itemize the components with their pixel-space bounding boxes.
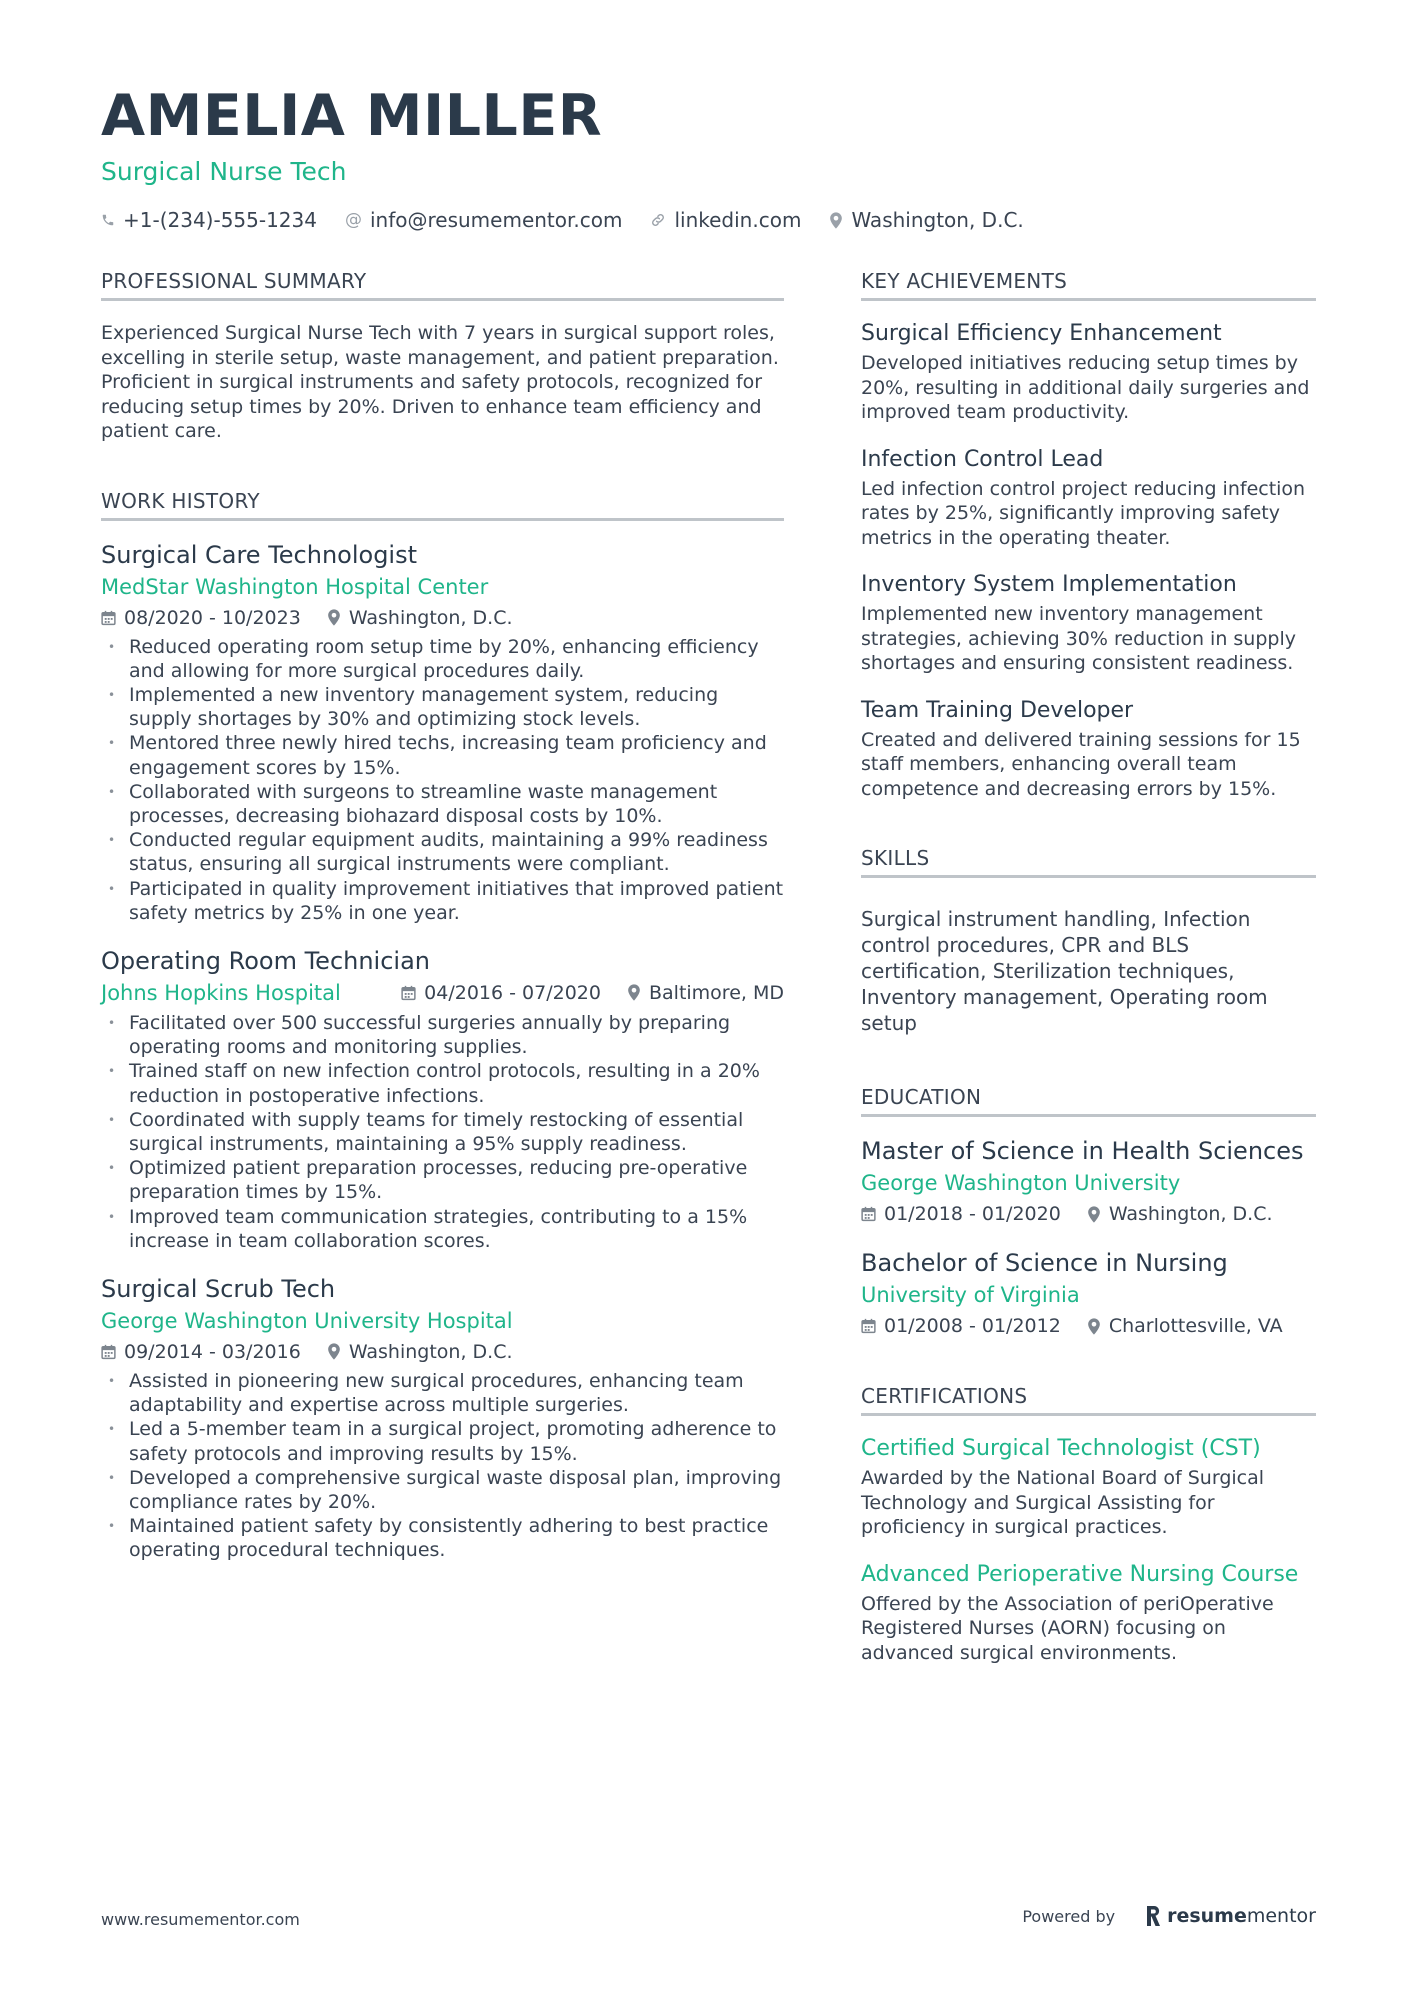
skills-heading: SKILLS [861,845,1316,878]
certification-item [861,1560,1316,1666]
location-pin-icon [327,1343,341,1360]
job-bullets [101,1011,784,1253]
education-item [861,1135,1316,1227]
brand-light: mentor [1246,1905,1316,1927]
job-entry [101,1273,784,1563]
achievement-item [861,445,1316,551]
certification-item [861,1434,1316,1540]
achievement-item [861,696,1316,802]
resumementor-logo-icon [1145,1906,1161,1926]
job-location-text: Baltimore, MD [648,981,784,1004]
calendar-icon [861,1206,876,1222]
education-location-text: Washington, D.C. [1108,1203,1273,1225]
list-item: • Assisted in pioneering new surgical procedures, enhancing team adaptability and expertise across multiple surgeries. [101,1369,784,1417]
achievement-desc: Led infection control project reducing infection rates by 25%, significantly improving safety metrics in the operating theater. [861,477,1306,549]
achievements-heading: KEY ACHIEVEMENTS [861,268,1316,301]
email-text[interactable]: info@resumementor.com [369,208,623,232]
list-item: • Led a 5-member team in a surgical project, promoting adherence to safety protocols and improving results by 15%. [101,1417,784,1465]
certification-desc: Offered by the Association of periOperative Registered Nurses (AORN) focusing on advanced surgical environments. [861,1592,1274,1664]
job-dates-text: 09/2014 - 03/2016 [124,1340,301,1363]
degree-title: Bachelor of Science in Nursing [861,1249,1228,1277]
calendar-icon [861,1318,876,1334]
list-item: • Coordinated with supply teams for timely restocking of essential surgical instruments, maintaining a 95% supply readiness. [101,1108,784,1156]
location-pin-icon [829,212,843,229]
list-item: • Conducted regular equipment audits, maintaining a 99% readiness status, ensuring all surgical instruments were compliant. [101,828,784,876]
job-dates [101,1339,301,1365]
location-text: Washington, D.C. [851,208,1024,232]
at-icon: @ [344,210,362,230]
location-pin-icon [1087,1318,1101,1335]
job-location-text: Washington, D.C. [348,606,513,629]
achievement-item [861,570,1316,676]
contact-phone [101,208,317,232]
job-bullets [101,635,784,925]
education-heading: EDUCATION [861,1084,1316,1117]
education-location-text: Charlottesville, VA [1108,1315,1283,1337]
job-dates [401,980,601,1006]
education-location [1087,1313,1283,1339]
job-location [627,980,784,1006]
candidate-name: AMELIA MILLER [101,83,603,149]
list-item: • Improved team communication strategies, contributing to a 15% increase in team collaboration scores. [101,1205,784,1253]
list-item: • Trained staff on new infection control protocols, resulting in a 20% reduction in postoperative infections. [101,1059,784,1107]
list-item: • Facilitated over 500 successful surgeries annually by preparing operating rooms and monitoring supplies. [101,1011,784,1059]
achievement-desc: Created and delivered training sessions for 15 staff members, enhancing overall team competence and decreasing errors by 15%. [861,728,1301,800]
link-icon [650,212,666,228]
list-item: • Mentored three newly hired techs, increasing team proficiency and engagement scores by 15%. [101,731,784,779]
education-dates-text: 01/2018 - 01/2020 [884,1203,1061,1225]
calendar-icon [101,610,116,626]
contact-location [829,208,1023,232]
education-dates-text: 01/2008 - 01/2012 [884,1315,1061,1337]
right-column [861,268,1316,1665]
achievement-item [861,319,1316,425]
contact-email [345,208,622,232]
job-dates-text: 04/2016 - 07/2020 [424,981,601,1004]
education-item [861,1247,1316,1339]
school-name: University of Virginia [861,1283,1080,1307]
location-pin-icon [327,609,341,626]
summary-heading: PROFESSIONAL SUMMARY [101,268,784,301]
list-item: • Implemented a new inventory management system, reducing supply shortages by 30% and optimizing stock levels. [101,683,784,731]
job-entry [101,945,784,1253]
summary-text: Experienced Surgical Nurse Tech with 7 years in surgical support roles, excelling in sterile setup, waste management, and patient preparation. Proficient in surgical instruments and safety protocols, recognized for reducing setup times by 20%. Driven to enhance team efficiency and patient care. [101,322,779,442]
education-meta [861,1313,1316,1339]
employer-name: George Washington University Hospital [101,1308,513,1333]
degree-title: Master of Science in Health Sciences [861,1137,1304,1165]
list-item: • Optimized patient preparation processes, reducing pre-operative preparation times by 15%. [101,1156,784,1204]
job-bullets [101,1369,784,1563]
left-column [101,268,784,1563]
job-location-text: Washington, D.C. [348,1340,513,1363]
certification-title: Advanced Perioperative Nursing Course [861,1561,1299,1587]
brand-logo[interactable] [1145,1905,1316,1927]
contact-linkedin [650,208,801,232]
employer-name: MedStar Washington Hospital Center [101,574,489,599]
calendar-icon [101,1344,116,1360]
job-title: Surgical Scrub Tech [101,1274,336,1303]
list-item: • Collaborated with surgeons to streamline waste management processes, decreasing biohazard disposal costs by 10%. [101,780,784,828]
work-history-heading: WORK HISTORY [101,488,784,521]
powered-by-label: Powered by [1022,1906,1116,1926]
achievement-title: Team Training Developer [861,697,1134,723]
education-dates [861,1201,1061,1227]
achievement-desc: Developed initiatives reducing setup times by 20%, resulting in additional daily surgeries and improved team productivity. [861,352,1310,423]
resume-header [101,84,1321,232]
candidate-title: Surgical Nurse Tech [101,157,347,186]
location-pin-icon [1087,1206,1101,1223]
footer-website[interactable]: www.resumementor.com [101,1910,300,1929]
certification-desc: Awarded by the National Board of Surgical Technology and Surgical Assisting for proficiency in surgical practices. [861,1467,1265,1538]
list-item: • Reduced operating room setup time by 20%, enhancing efficiency and allowing for more surgical procedures daily. [101,635,784,683]
job-entry [101,539,784,925]
achievement-desc: Implemented new inventory management strategies, achieving 30% reduction in supply shortages and ensuring consistent readiness. [861,603,1296,674]
school-name: George Washington University [861,1171,1181,1195]
education-dates [861,1313,1061,1339]
job-title: Surgical Care Technologist [101,540,418,569]
employer-name: Johns Hopkins Hospital [101,980,341,1005]
footer-powered [1022,1905,1316,1927]
list-item: • Maintained patient safety by consistently adhering to best practice operating procedural techniques. [101,1514,784,1562]
job-location [327,605,513,631]
job-dates [101,605,301,631]
contact-bar [101,208,1321,232]
job-title: Operating Room Technician [101,946,431,975]
list-item: • Developed a comprehensive surgical waste disposal plan, improving compliance rates by 20%. [101,1466,784,1514]
list-item: • Participated in quality improvement initiatives that improved patient safety metrics by 25% in one year. [101,877,784,925]
skills-text: Surgical instrument handling, Infection control procedures, CPR and BLS certification, Sterilization techniques, Inventory management, Operating room setup [861,907,1268,1035]
certifications-heading: CERTIFICATIONS [861,1383,1316,1416]
location-pin-icon [627,984,641,1001]
job-meta [101,1339,784,1365]
brand-bold: resume [1167,1905,1247,1927]
achievement-title: Surgical Efficiency Enhancement [861,321,1222,346]
job-location [327,1339,513,1365]
job-meta [101,605,784,631]
phone-icon [101,213,115,227]
job-org-row [101,979,784,1007]
job-dates-text: 08/2020 - 10/2023 [124,606,301,629]
education-location [1087,1201,1273,1227]
phone-text[interactable]: +1-(234)-555-1234 [123,208,317,232]
education-meta [861,1201,1316,1227]
linkedin-text[interactable]: linkedin.com [674,208,802,232]
certification-title: Certified Surgical Technologist (CST) [861,1436,1261,1461]
achievement-title: Infection Control Lead [861,446,1104,472]
job-meta [401,980,784,1006]
achievement-title: Inventory System Implementation [861,572,1237,597]
calendar-icon [401,985,416,1001]
